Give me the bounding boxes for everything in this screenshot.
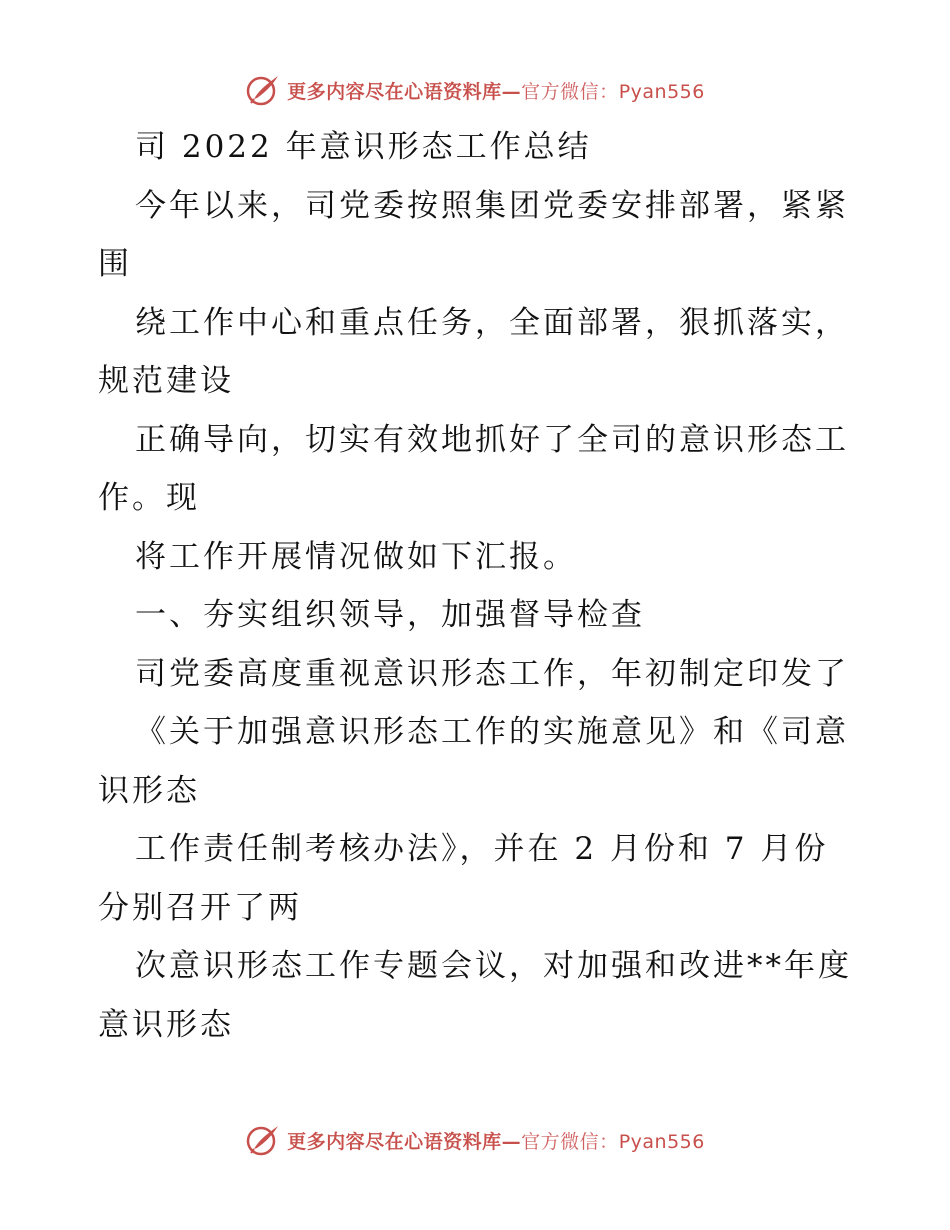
quill-logo-icon [245, 1122, 281, 1158]
text-line: 绕工作中心和重点任务，全面部署，狠抓落实， [135, 304, 849, 341]
quill-logo-icon [245, 72, 281, 108]
text-line: 识形态 [98, 772, 200, 809]
watermark-banner-top [0, 70, 950, 110]
text-line: 围 [98, 246, 132, 282]
watermark-text: 更多内容尽在心语资料库—官方微信：Pyan556 [287, 80, 705, 103]
text-line: 正确导向，切实有效地抓好了全司的意识形态工 [135, 421, 849, 458]
text-line: 规范建设 [98, 363, 234, 399]
text-line: 工作责任制考核办法》，并在 2 月份和 7 月份 [135, 831, 829, 867]
watermark-text: 更多内容尽在心语资料库—官方微信：Pyan556 [287, 1130, 705, 1153]
text-line: 司 2022 年意识形态工作总结 [135, 129, 592, 165]
text-line: 一、夯实组织领导，加强督导检查 [135, 597, 645, 633]
text-line: 司党委高度重视意识形态工作，年初制定印发了 [135, 655, 849, 692]
watermark-banner-bottom [0, 1120, 950, 1160]
text-line: 《关于加强意识形态工作的实施意见》和《司意 [135, 714, 849, 750]
text-line: 次意识形态工作专题会议，对加强和改进**年度 [135, 948, 852, 984]
document-body [98, 118, 858, 1054]
text-line: 今年以来，司党委按照集团党委安排部署，紧紧 [135, 187, 849, 224]
text-line: 作。现 [98, 480, 200, 516]
text-line: 将工作开展情况做如下汇报。 [135, 538, 577, 575]
text-line: 分别召开了两 [98, 889, 302, 926]
text-line: 意识形态 [98, 1006, 234, 1043]
